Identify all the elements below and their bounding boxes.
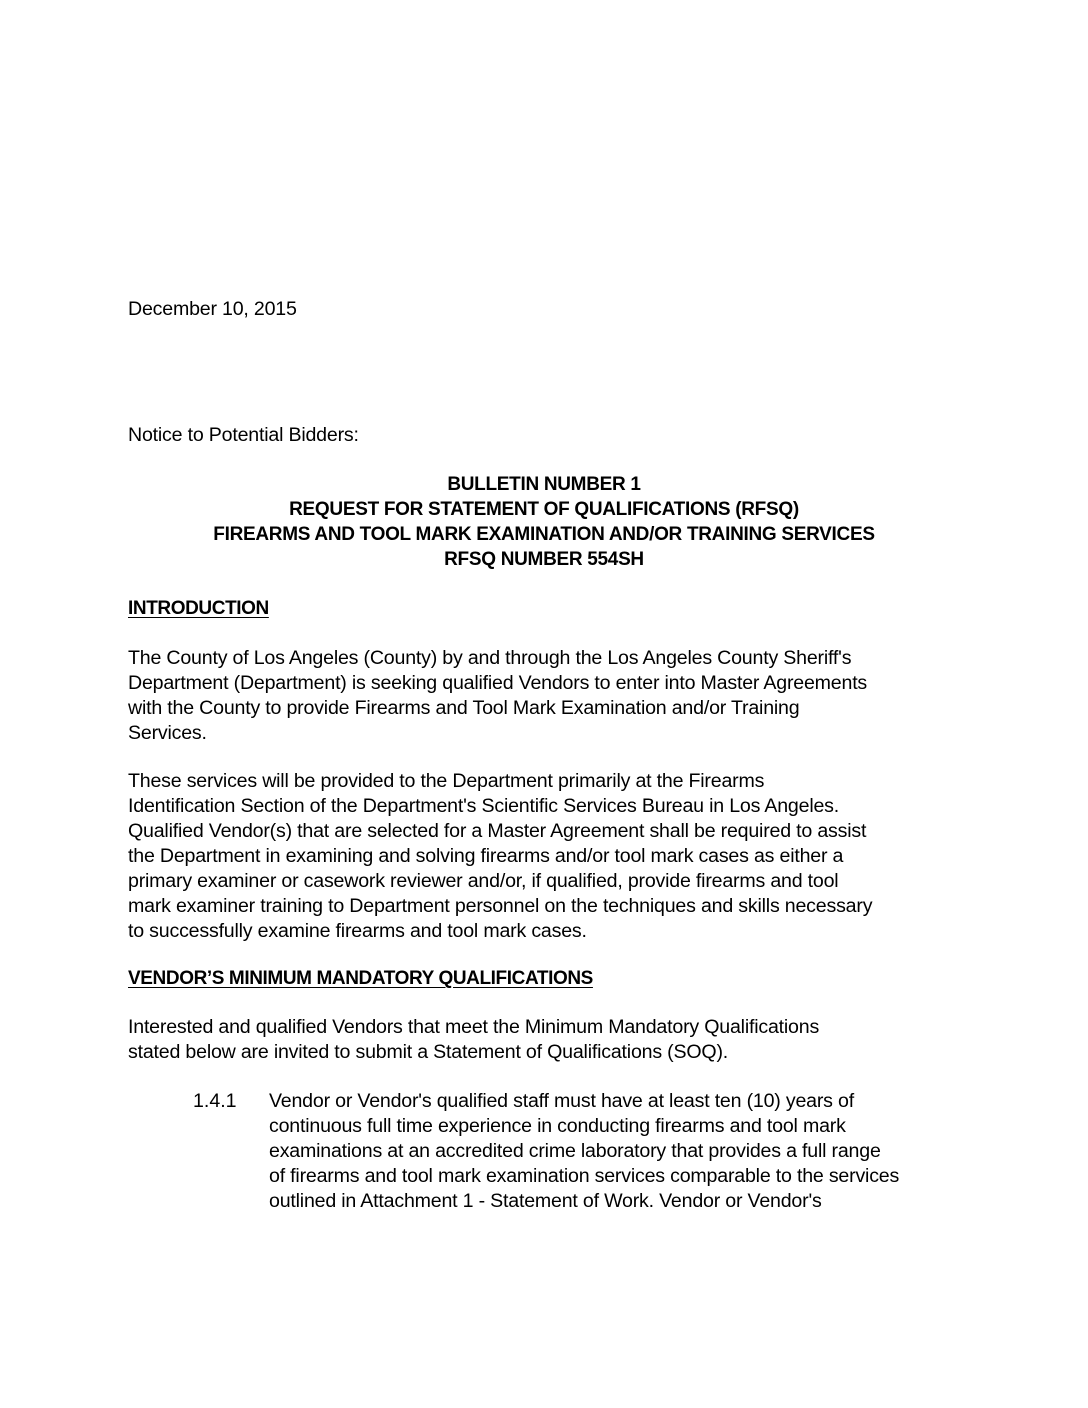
item-line: of firearms and tool mark examination services comparable to the services bbox=[269, 1165, 900, 1187]
title-line: REQUEST FOR STATEMENT OF QUALIFICATIONS (RFSQ) bbox=[289, 499, 799, 520]
title-line: RFSQ NUMBER 554SH bbox=[444, 549, 644, 570]
paragraph-line: mark examiner training to Department personnel on the techniques and skills necessary bbox=[128, 895, 873, 917]
item-line: Vendor or Vendor's qualified staff must have at least ten (10) years of bbox=[269, 1090, 854, 1112]
item-number: 1.4.1 bbox=[193, 1090, 237, 1112]
paragraph-line: These services will be provided to the Department primarily at the Firearms bbox=[128, 770, 765, 792]
paragraph-line: The County of Los Angeles (County) by and through the Los Angeles County Sheriff's bbox=[128, 647, 852, 669]
title-line: FIREARMS AND TOOL MARK EXAMINATION AND/OR TRAINING SERVICES bbox=[213, 524, 875, 545]
section-heading-qualifications: VENDOR’S MINIMUM MANDATORY QUALIFICATIONS bbox=[128, 968, 593, 989]
paragraph-line: stated below are invited to submit a Statement of Qualifications (SOQ). bbox=[128, 1041, 729, 1063]
item-line: examinations at an accredited crime laboratory that provides a full range bbox=[269, 1140, 881, 1162]
paragraph-line: the Department in examining and solving firearms and/or tool mark cases as either a bbox=[128, 845, 844, 867]
paragraph-line: primary examiner or casework reviewer and/or, if qualified, provide firearms and tool bbox=[128, 870, 839, 892]
paragraph-line: Services. bbox=[128, 722, 207, 744]
title-line: BULLETIN NUMBER 1 bbox=[447, 474, 641, 495]
paragraph-line: Qualified Vendor(s) that are selected for a Master Agreement shall be required to assist bbox=[128, 820, 867, 842]
letter-date: December 10, 2015 bbox=[128, 298, 297, 320]
salutation: Notice to Potential Bidders: bbox=[128, 424, 359, 446]
item-line: outlined in Attachment 1 - Statement of Work. Vendor or Vendor's bbox=[269, 1190, 822, 1212]
item-line: continuous full time experience in conducting firearms and tool mark bbox=[269, 1115, 846, 1137]
section-heading-introduction: INTRODUCTION bbox=[128, 598, 269, 619]
paragraph-line: Department (Department) is seeking qualified Vendors to enter into Master Agreements bbox=[128, 672, 868, 694]
paragraph-line: Identification Section of the Department's Scientific Services Bureau in Los Angeles. bbox=[128, 795, 840, 817]
paragraph-line: Interested and qualified Vendors that meet the Minimum Mandatory Qualifications bbox=[128, 1016, 820, 1038]
paragraph-line: with the County to provide Firearms and Tool Mark Examination and/or Training bbox=[128, 697, 800, 719]
paragraph-line: to successfully examine firearms and tool mark cases. bbox=[128, 920, 587, 942]
